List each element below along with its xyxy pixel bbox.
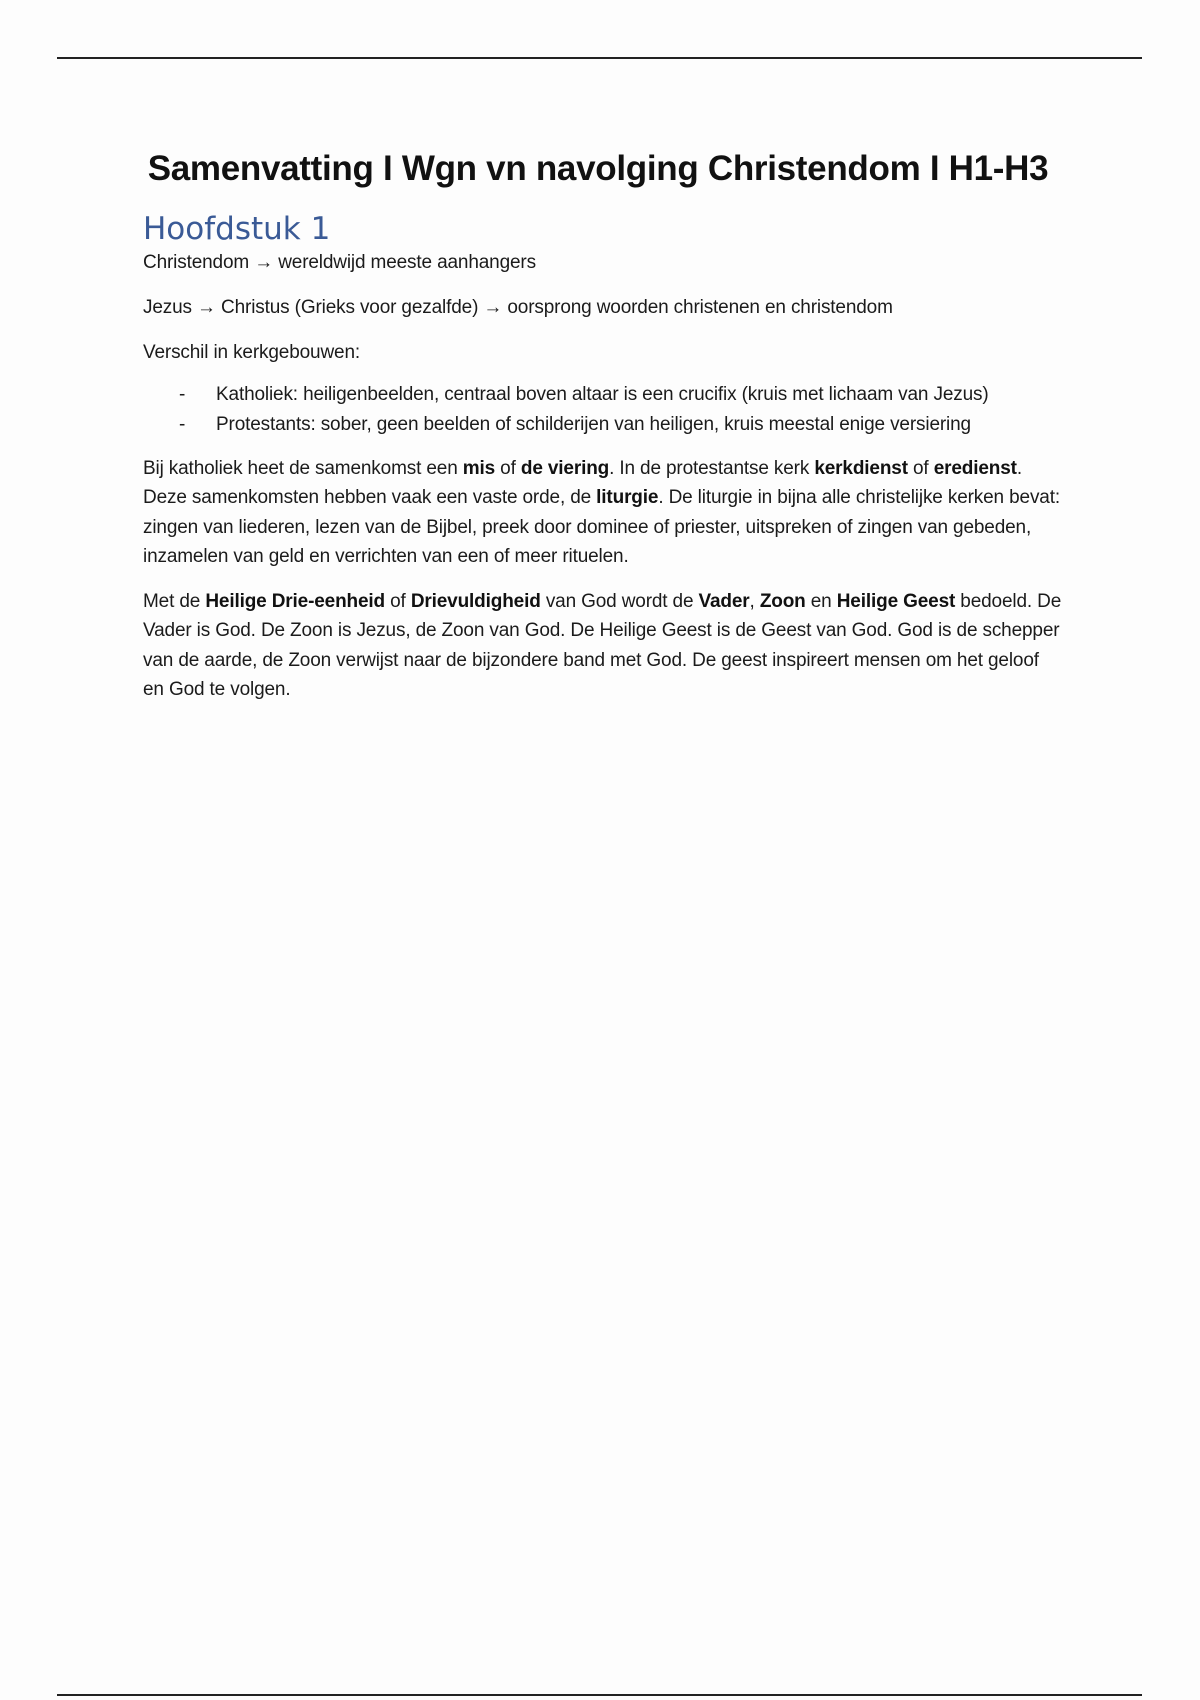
text: of [495, 457, 521, 479]
document-page [143, 140, 1063, 705]
text: van God wordt de [540, 590, 699, 612]
arrow-right-icon: → [483, 296, 503, 318]
text: en [805, 590, 837, 612]
bullet-dash: - [179, 383, 186, 405]
text: , [749, 590, 760, 612]
bullet-dash: - [179, 413, 186, 435]
document-title: Samenvatting I Wgn vn navolging Christendom I H1-H3 [147, 149, 1049, 188]
text: . In de protestantse kerk [609, 457, 815, 479]
term-zoon: Zoon [759, 590, 806, 612]
term-eredienst: eredienst [933, 457, 1017, 479]
paragraph-christendom [143, 248, 1063, 278]
chapter-heading: Hoofdstuk 1 [143, 211, 331, 247]
text: wereldwijd meeste aanhangers [278, 252, 536, 273]
list-item [143, 380, 1063, 410]
text: Jezus [143, 296, 192, 318]
text: oorsprong woorden christenen en christendom [507, 296, 893, 318]
term-drie-eenheid: Heilige Drie-eenheid [205, 590, 385, 612]
text: bedoeld. De Vader is God. De Zoon is Jezus, de Zoon van God. De Heilige Geest is de Geest van God. God is de schepper van de aarde, de Zoon verwijst naar de bijzondere band met God. De geest inspireert mensen om het geloof en God te volgen. [143, 590, 1062, 700]
arrow-right-icon: → [197, 296, 216, 318]
term-kerkdienst: kerkdienst [814, 457, 908, 479]
top-rule [57, 57, 1142, 59]
paragraph-drie-eenheid [143, 587, 1063, 705]
list-item [143, 410, 1063, 440]
term-viering: de viering [520, 457, 610, 479]
list-item-text: Katholiek: heiligenbeelden, centraal boven altaar is een crucifix (kruis met lichaam van Jezus) [216, 383, 989, 405]
text: Christendom [143, 252, 250, 273]
paragraph-jezus [143, 293, 1063, 323]
term-vader: Vader [698, 590, 750, 612]
term-mis: mis [462, 457, 496, 479]
list-item-text: Protestants: sober, geen beelden of schilderijen van heiligen, kruis meestal enige versiering [216, 413, 971, 435]
bottom-rule [57, 1694, 1142, 1696]
text: of [907, 457, 934, 479]
paragraph-kerkgebouwen: Verschil in kerkgebouwen: [143, 342, 360, 363]
term-liturgie: liturgie [596, 487, 659, 508]
text: of [385, 590, 411, 612]
term-drievuldigheid: Drievuldigheid [410, 590, 541, 612]
bullet-list [143, 380, 1063, 440]
text: Christus (Grieks voor gezalfde) [221, 296, 479, 318]
term-heilige-geest: Heilige Geest [836, 590, 956, 612]
text: Bij katholiek heet de samenkomst een [143, 457, 463, 479]
text: . De liturgie in bijna alle christelijke kerken bevat: zingen van liederen, lezen van de Bijbel, preek door dominee of priester, uitspreken of zingen van gebeden, inzamelen van geld en verrichten van een of meer rituelen. [143, 487, 1060, 567]
text: . Deze samenkomsten hebben vaak een vaste orde, de [143, 457, 1022, 508]
arrow-right-icon: → [254, 252, 274, 273]
text: Met de [143, 590, 206, 612]
paragraph-viering [143, 454, 1063, 572]
